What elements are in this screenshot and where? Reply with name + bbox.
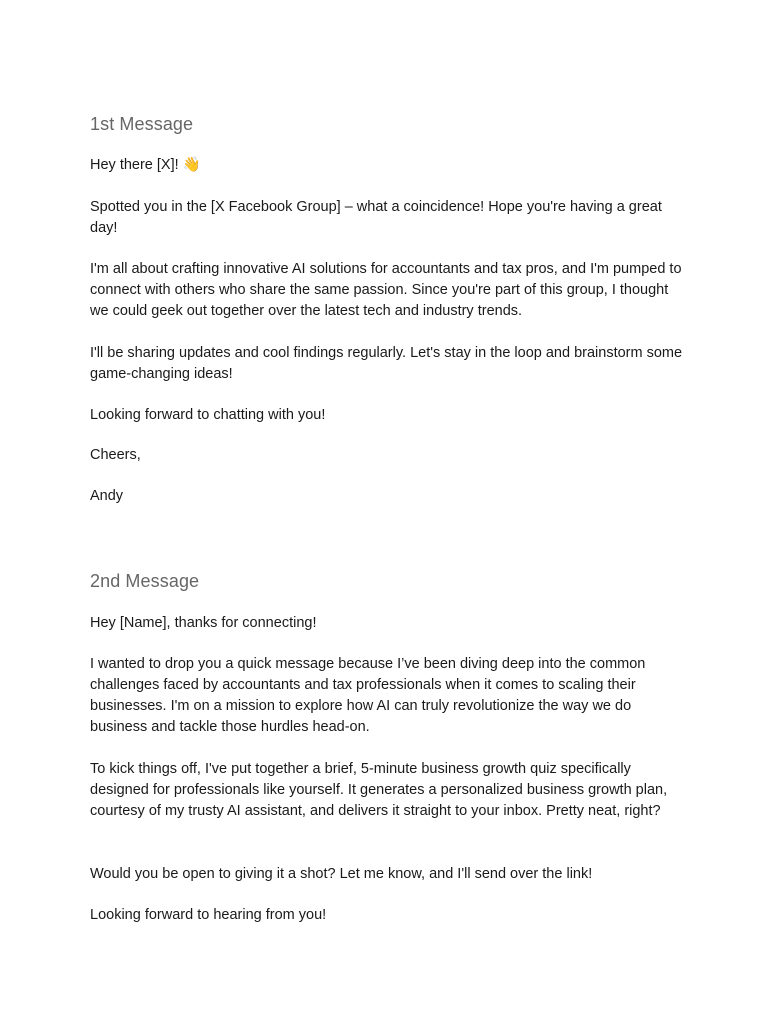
- paragraph: I'll be sharing updates and cool findings regularly. Let's stay in the loop and brainstorm some game-changing ideas!: [90, 345, 683, 382]
- paragraph: Cheers,: [90, 447, 141, 463]
- signature: Andy: [90, 488, 124, 504]
- section-heading: 1st Message: [90, 114, 194, 134]
- message-section-1: [90, 113, 690, 504]
- paragraph: Looking forward to chatting with you!: [90, 407, 326, 423]
- paragraph: Hey [Name], thanks for connecting!: [90, 615, 317, 631]
- paragraph: I wanted to drop you a quick message because I’ve been diving deep into the common challenges faced by accountants and tax professionals when it comes to scaling their businesses. I'm on a mission to explore how AI can truly revolutionize the way we do business and tackle those hurdles head-on.: [90, 656, 646, 735]
- message-section-2: [90, 570, 690, 923]
- paragraph: Looking forward to hearing from you!: [90, 907, 327, 923]
- paragraph: Hey there [X]! 👋: [90, 157, 201, 173]
- paragraph: I'm all about crafting innovative AI solutions for accountants and tax pros, and I'm pumped to connect with others who share the same passion. Since you're part of this group, I thought we could geek out together over the latest tech and industry trends.: [90, 261, 682, 319]
- section-heading: 2nd Message: [90, 571, 200, 591]
- paragraph: Spotted you in the [X Facebook Group] – what a coincidence! Hope you're having a great day!: [90, 199, 662, 236]
- paragraph: Would you be open to giving it a shot? Let me know, and I'll send over the link!: [90, 866, 593, 882]
- paragraph: To kick things off, I've put together a brief, 5-minute business growth quiz specifically designed for professionals like yourself. It generates a personalized business growth plan, courtesy of my trusty AI assistant, and delivers it straight to your inbox. Pretty neat, right?: [90, 761, 668, 819]
